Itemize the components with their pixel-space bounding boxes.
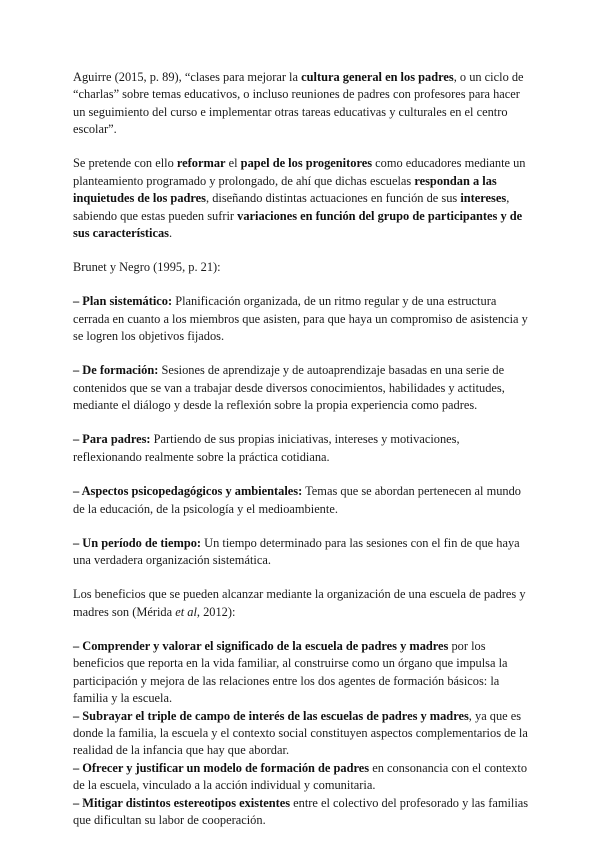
- benefit-comprender: [73, 638, 529, 708]
- text-run: , ya que es donde la familia, la escuela y el contexto social constituyen aspectos complementarios de la realidad de la infancia que hay que abordar.: [73, 708, 528, 758]
- document-body: [73, 69, 529, 829]
- text-run: , o un ciclo de “charlas” sobre temas educativos, o incluso reuniones de padres con profesores para hacer un seguimiento del curso e implementar otras tareas educativas y culturales en el centro escolar”.: [73, 70, 524, 137]
- benefits-intro: [73, 586, 529, 621]
- item-aspectos: [73, 483, 529, 518]
- text-run: Se pretende con ello: [73, 156, 177, 171]
- item-plan-sistematico: [73, 293, 529, 345]
- bold-text-run: variaciones en función del grupo de participantes y de sus características: [73, 208, 523, 241]
- text-run: Aguirre (2015, p. 89), “clases para mejorar la: [73, 70, 302, 84]
- bold-text-run: cultura general en los padres: [301, 70, 454, 84]
- text-run: Un tiempo determinado para las sesiones con el fin de que haya una verdadera organización sistemática.: [73, 535, 520, 568]
- text-run: en consonancia con el contexto de la escuela, vinculado a la acción individual y comunitaria.: [73, 760, 528, 793]
- bold-text-run: – Un período de tiempo:: [73, 535, 202, 550]
- benefit-ofrecer: [73, 760, 529, 795]
- text-run: Partiendo de sus propias iniciativas, intereses y motivaciones, reflexionando realmente sobre la práctica cotidiana.: [73, 432, 460, 464]
- bold-text-run: reformar: [176, 156, 226, 171]
- benefit-mitigar: [73, 795, 529, 830]
- objective-paragraph: [73, 155, 529, 242]
- text-run: entre el colectivo del profesorado y las familias que dificultan su labor de cooperación.: [73, 795, 529, 827]
- bold-text-run: – Plan sistemático:: [73, 294, 173, 309]
- text-run: , sabiendo que estas pueden sufrir: [73, 191, 510, 223]
- bold-text-run: papel de los progenitores: [240, 156, 373, 171]
- text-run: como educadores mediante un planteamiento programado y prolongado, de ahí que dichas escuelas: [73, 156, 526, 188]
- text-run: Temas que se abordan pertenecen al mundo de la educación, de la psicología y el medioambiente.: [73, 484, 521, 516]
- text-run: Sesiones de aprendizaje y de autoaprendizaje basadas en una serie de contenidos que se van a trabajar desde diversos conocimientos, habilidades y actitudes, mediante el diálogo y desde la reflexión sobre la propia experiencia como padres.: [73, 363, 505, 413]
- bold-text-run: – De formación:: [73, 363, 159, 378]
- bold-text-run: respondan a las inquietudes de los padres: [73, 173, 497, 206]
- citation-brunet-negro: [73, 259, 529, 276]
- item-para-padres: [73, 431, 529, 466]
- bold-text-run: – Subrayar el triple de campo de interés de las escuelas de padres y madres: [73, 708, 469, 723]
- text-run: , 2012):: [196, 604, 236, 619]
- text-run: el: [225, 156, 241, 171]
- bold-text-run: – Ofrecer y justificar un modelo de formación de padres: [73, 760, 370, 775]
- bold-text-run: – Para padres:: [73, 432, 151, 447]
- text-run: Brunet y Negro (1995, p. 21):: [73, 260, 221, 275]
- text-run: , diseñando distintas actuaciones en función de sus: [206, 191, 461, 206]
- text-run: por los beneficios que reporta en la vida familiar, al construirse como un órgano que impulsa la participación y mejora de las relaciones entre los dos agentes de formación básicos: la familia y la escuela.: [73, 638, 508, 706]
- bold-text-run: – Aspectos psicopedagógicos y ambientales:: [73, 484, 303, 499]
- bold-text-run: – Mitigar distintos estereotipos existentes: [73, 795, 291, 810]
- text-run: .: [169, 226, 173, 241]
- item-periodo: [73, 535, 529, 570]
- text-run: Los beneficios que se pueden alcanzar mediante la organización de una escuela de padres y madres son (Mérida: [73, 587, 526, 619]
- text-run: Planificación organizada, de un ritmo regular y de una estructura cerrada en cuanto a los miembros que asisten, para que haya un compromiso de asistencia y se logren los objetivos fijados.: [73, 294, 528, 344]
- intro-quote: [73, 69, 529, 139]
- bold-text-run: – Comprender y valorar el significado de la escuela de padres y madres: [73, 638, 449, 653]
- benefit-subrayar: [73, 708, 529, 760]
- italic-text-run: et al: [175, 604, 197, 619]
- bold-text-run: intereses: [460, 191, 507, 206]
- item-de-formacion: [73, 362, 529, 414]
